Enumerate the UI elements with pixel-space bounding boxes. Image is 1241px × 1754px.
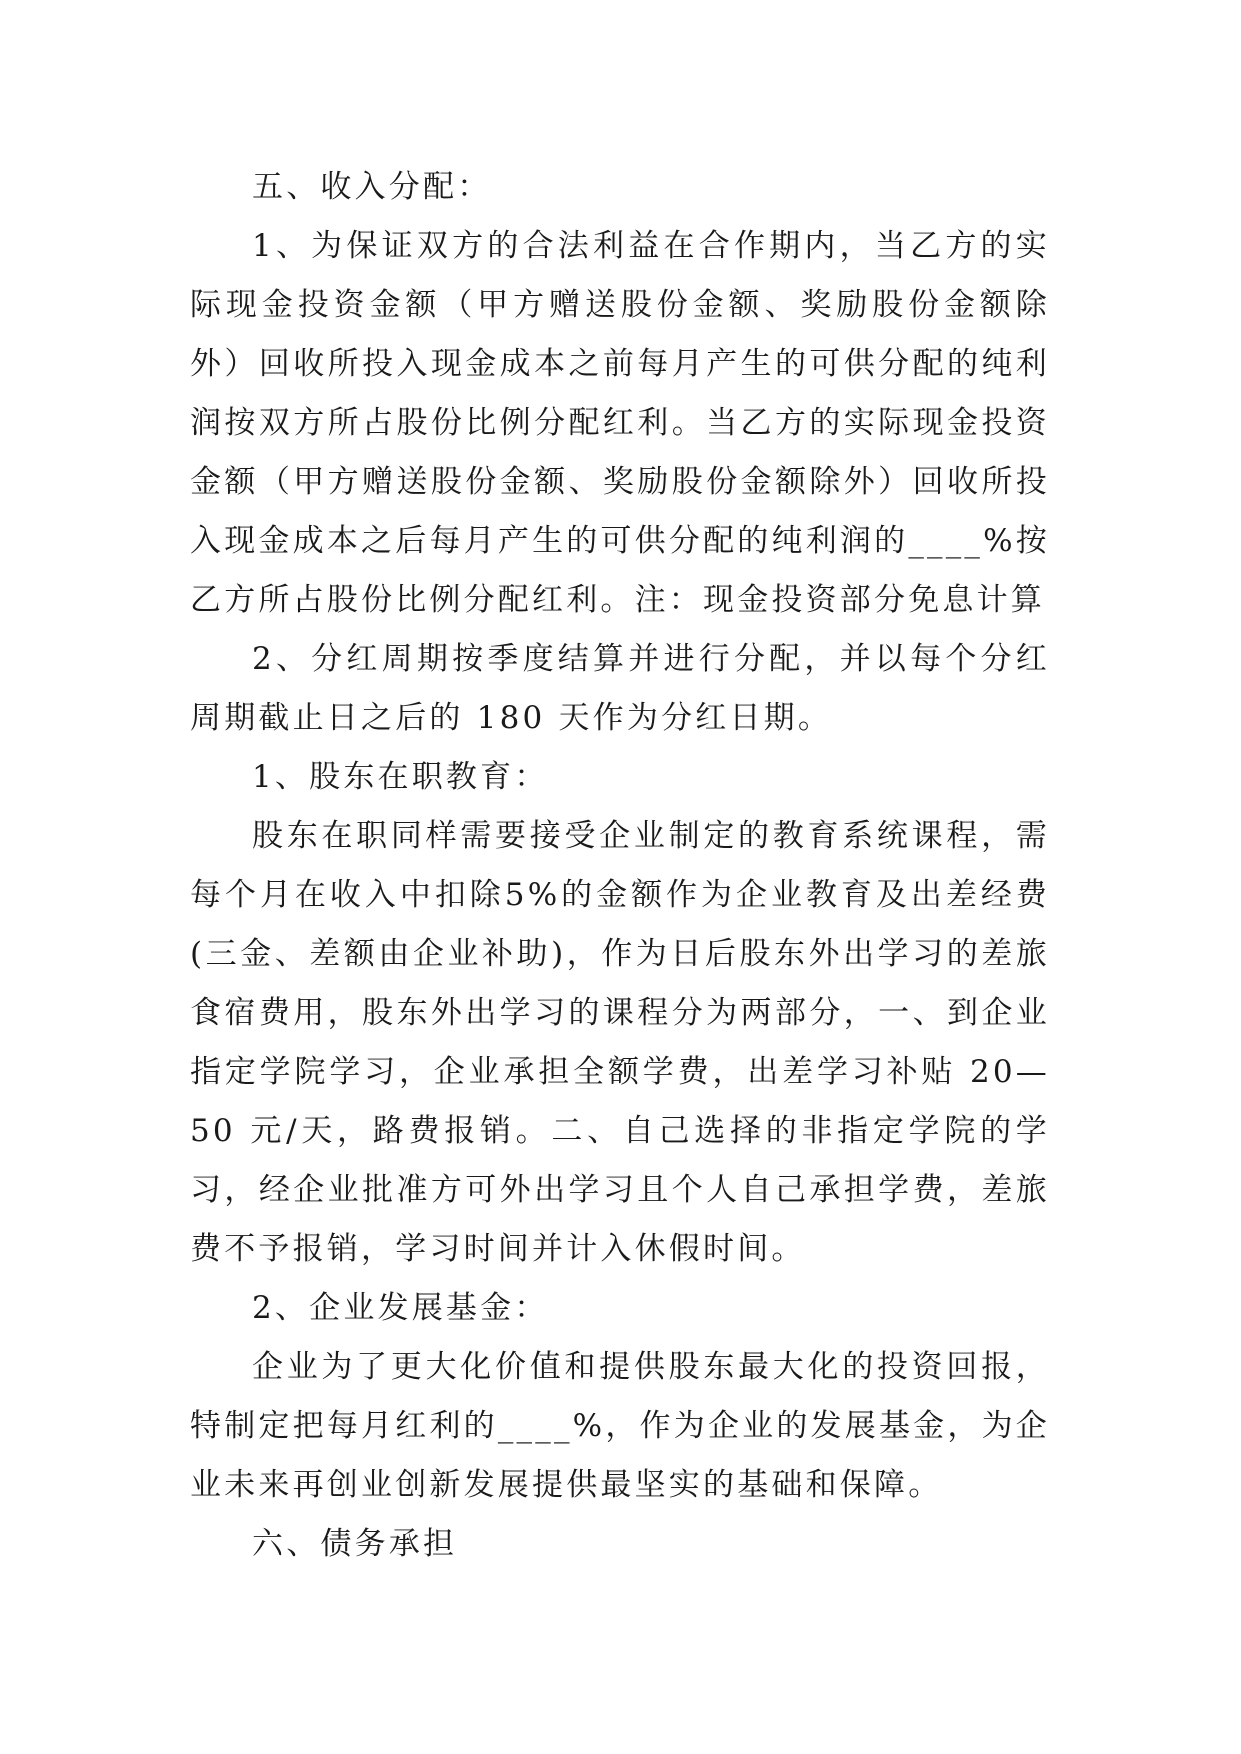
paragraph-development-fund: 企业为了更大化价值和提供股东最大化的投资回报，特制定把每月红利的____%，作为企业的发展基金，为企业未来再创业创新发展提供最坚实的基础和保障。 <box>190 1349 1050 1503</box>
subheading-development-fund: 2、企业发展基金： <box>252 1290 549 1326</box>
paragraph-shareholder-education: 股东在职同样需要接受企业制定的教育系统课程，需每个月在收入中扣除5%的金额作为企业教育及出差经费(三金、差额由企业补助)，作为日后股东外出学习的差旅食宿费用，股东外出学习的课程分为两部分，一、到企业指定学院学习，企业承担全额学费，出差学习补贴 20—50 元/天，路费报销。二、自己选择的非指定学院的学习，经企业批准方可外出学习且个人自己承担学费，差旅费不予报销，学习时间并计入休假时间。 <box>190 818 1050 1267</box>
paragraph-profit-sharing: 1、为保证双方的合法利益在合作期内，当乙方的实际现金投资金额（甲方赠送股份金额、奖励股份金额除外）回收所投入现金成本之前每月产生的可供分配的纯利润按双方所占股份比例分配红利。当乙方的实际现金投资金额（甲方赠送股份金额、奖励股份金额除外）回收所投入现金成本之后每月产生的可供分配的纯利润的____%按乙方所占股份比例分配红利。注：现金投资部分免息计算 <box>190 228 1050 618</box>
subheading-shareholder-education: 1、股东在职教育： <box>252 759 549 795</box>
paragraph-dividend-period: 2、分红周期按季度结算并进行分配，并以每个分红周期截止日之后的 180 天作为分红日期。 <box>190 641 1050 736</box>
section-heading-income-distribution: 五、收入分配： <box>252 169 492 205</box>
document-body <box>190 158 1050 1574</box>
section-heading-debt: 六、债务承担 <box>252 1526 458 1562</box>
